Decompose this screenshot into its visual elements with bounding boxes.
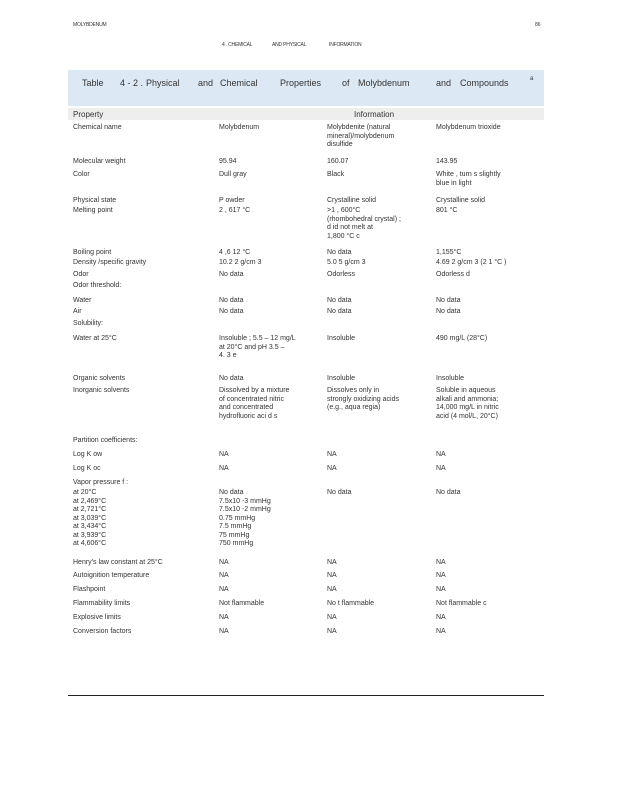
caption-word: Molybdenum <box>358 78 410 88</box>
table-row <box>73 308 545 320</box>
caption-word: and <box>198 78 214 88</box>
table-row <box>73 271 545 282</box>
table-row <box>73 207 545 249</box>
column-header-information: Information <box>354 110 395 119</box>
property-cell: Flashpoint <box>73 586 106 593</box>
value-cell: NA <box>219 465 229 472</box>
caption-word: and <box>436 78 452 88</box>
property-cell: Explosive limits <box>73 614 121 621</box>
property-cell: Partition coefficients: <box>73 437 138 444</box>
caption-word: Properties <box>280 78 322 88</box>
value-cell: Not flammable <box>219 600 265 607</box>
chapter-header-title: INFORMATION <box>329 42 362 48</box>
value-cell: No data <box>219 297 244 304</box>
value-cell: Odorless d <box>436 271 470 278</box>
value-cell: NA <box>436 572 446 579</box>
value-cell: NA <box>436 451 446 458</box>
property-cell: Inorganic solvents <box>73 387 130 394</box>
property-cell: Boiling point <box>73 249 112 256</box>
value-cell: Insoluble <box>436 375 465 382</box>
caption-word: Chemical <box>220 78 258 88</box>
value-cell: Dull gray <box>219 171 247 178</box>
caption-word: Table <box>82 78 104 88</box>
table-row <box>73 559 545 572</box>
property-cell: Autoignition temperature <box>73 572 150 579</box>
value-cell: NA <box>219 572 229 579</box>
caption-word: Compounds <box>460 78 509 88</box>
value-cell: No data <box>219 308 244 315</box>
table-caption <box>68 70 544 106</box>
value-cell: NA <box>327 465 337 472</box>
value-cell: P owder <box>219 197 245 204</box>
property-cell: Henry's law constant at 25°C <box>73 559 163 566</box>
value-cell: No t flammable <box>327 600 375 607</box>
value-cell: 490 mg/L (28°C) <box>436 335 488 342</box>
value-cell: 5.0 5 g/cm 3 <box>327 259 366 266</box>
property-cell: Odor <box>73 271 89 278</box>
value-cell: NA <box>219 614 229 621</box>
value-cell: No data <box>436 297 461 304</box>
value-cell: NA <box>436 628 446 635</box>
page-number: 86 <box>535 22 541 28</box>
table-row <box>73 375 545 387</box>
table-row <box>73 437 545 451</box>
chapter-header-number: 4 . CHEMICAL <box>222 42 253 48</box>
value-cell: Molybdenum trioxide <box>436 124 501 131</box>
property-cell: Water at 25°C <box>73 335 117 342</box>
value-cell: Odorless <box>327 271 356 278</box>
property-cell: Physical state <box>73 197 117 204</box>
value-cell: 2 , 617 °C <box>219 207 251 214</box>
value-cell: Black <box>327 171 345 178</box>
value-cell: Crystalline solid <box>327 197 377 204</box>
value-cell: Not flammable c <box>436 600 487 607</box>
value-cell: NA <box>327 628 337 635</box>
property-cell: Log K oc <box>73 465 101 472</box>
column-header-property: Property <box>73 110 104 119</box>
property-cell: Air <box>73 308 82 315</box>
value-cell: 143.95 <box>436 158 458 165</box>
value-cell: 160.07 <box>327 158 349 165</box>
caption-footnote-mark: a <box>530 76 534 82</box>
property-cell: Log K ow <box>73 451 103 458</box>
value-cell: NA <box>436 614 446 621</box>
table-row <box>73 451 545 465</box>
value-cell: Molybdenum <box>219 124 260 131</box>
value-cell: 801 °C <box>436 207 458 214</box>
value-cell: No data <box>436 489 461 496</box>
value-cell: No data <box>327 489 352 496</box>
value-cell: No data <box>327 297 352 304</box>
value-cell: 1,155°C <box>436 249 462 256</box>
value-cell: NA <box>436 559 446 566</box>
value-cell: NA <box>436 586 446 593</box>
value-cell: NA <box>219 628 229 635</box>
table-row <box>73 197 545 207</box>
table-row <box>73 614 545 628</box>
value-cell: NA <box>219 559 229 566</box>
caption-word: of <box>342 78 350 88</box>
table-row <box>73 282 545 297</box>
value-cell: 95.94 <box>219 158 237 165</box>
property-cell: Vapor pressure f : <box>73 479 129 486</box>
table-row <box>73 572 545 586</box>
property-cell: Conversion factors <box>73 628 132 635</box>
value-cell: Dissolves only in strongly oxidizing acids (e.g., aqua regia) <box>327 387 399 411</box>
value-cell: No data 7.5x10 -3 mmHg 7.5x10 -2 mmHg 0.75 mmHg 7.5 mmHg 75 mmHg 750 mmHg <box>219 489 271 547</box>
value-cell: 4 ,6 12 °C <box>219 249 251 256</box>
value-cell: No data <box>327 308 352 315</box>
value-cell: NA <box>219 451 229 458</box>
table-row <box>73 171 545 197</box>
value-cell: No data <box>219 271 244 278</box>
property-cell: Melting point <box>73 207 113 214</box>
value-cell: Dissolved by a mixture of concentrated nitric and concentrated hydrofluoric aci d s <box>219 387 290 420</box>
table-row <box>73 600 545 614</box>
value-cell: No data <box>436 308 461 315</box>
property-cell: Odor threshold: <box>73 282 122 289</box>
value-cell: NA <box>327 451 337 458</box>
property-cell: Flammability limits <box>73 600 131 607</box>
caption-word: Physical <box>146 78 180 88</box>
value-cell: White , turn s slightly blue in light <box>436 171 501 187</box>
table-row <box>73 158 545 171</box>
value-cell: NA <box>327 572 337 579</box>
property-cell: Solubility: <box>73 320 103 327</box>
table-row <box>73 297 545 308</box>
value-cell: NA <box>327 559 337 566</box>
value-cell: Insoluble <box>327 375 356 382</box>
table-row <box>73 335 545 375</box>
property-cell: Organic solvents <box>73 375 126 382</box>
value-cell: Insoluble <box>327 335 356 342</box>
table-row <box>73 586 545 600</box>
value-cell: No data <box>327 249 352 256</box>
value-cell: NA <box>436 465 446 472</box>
table-row <box>73 628 545 638</box>
property-cell: Chemical name <box>73 124 122 131</box>
caption-word: 4 - 2 . <box>120 78 144 88</box>
table-row <box>73 465 545 479</box>
value-cell: Crystalline solid <box>436 197 486 204</box>
table-row <box>73 320 545 335</box>
value-cell: Molybdenite (natural mineral)/molybdenum disulfide <box>327 124 395 148</box>
table-row <box>73 249 545 259</box>
property-cell: at 20°C at 2,469°C at 2,721°C at 3,039°C at 3,434°C at 3,939°C at 4,606°C <box>73 489 107 547</box>
value-cell: NA <box>327 586 337 593</box>
value-cell: NA <box>327 614 337 621</box>
chapter-header <box>222 42 361 48</box>
table-row <box>73 124 545 158</box>
property-cell: Density /specific gravity <box>73 259 147 266</box>
chapter-header-mid: AND PHYSICAL <box>272 42 307 48</box>
property-cell: Molecular weight <box>73 158 126 165</box>
property-cell: Water <box>73 297 92 304</box>
table-header-row <box>68 108 544 120</box>
value-cell: Insoluble ; 5.5 – 12 mg/L at 20°C and pH 3.5 – 4. 3 e <box>219 335 296 359</box>
table-row <box>73 259 545 271</box>
table-row <box>73 479 545 489</box>
property-cell: Color <box>73 171 90 178</box>
value-cell: NA <box>219 586 229 593</box>
value-cell: >1 , 600°C (rhombohedral crystal) ; d id not melt at 1,800 °C c <box>327 207 401 240</box>
table-bottom-rule <box>68 695 544 696</box>
value-cell: No data <box>219 375 244 382</box>
table-row <box>73 489 545 559</box>
table-row <box>73 387 545 437</box>
value-cell: 4.69 2 g/cm 3 (2 1 °C ) <box>436 259 507 266</box>
running-title: MOLYBDENUM <box>73 22 107 28</box>
value-cell: Soluble in aqueous alkali and ammonia; 14,000 mg/L in nitric acid (4 mol/L, 20°C) <box>436 387 499 420</box>
value-cell: 10.2 2 g/cm 3 <box>219 259 262 266</box>
table-body <box>73 124 545 638</box>
